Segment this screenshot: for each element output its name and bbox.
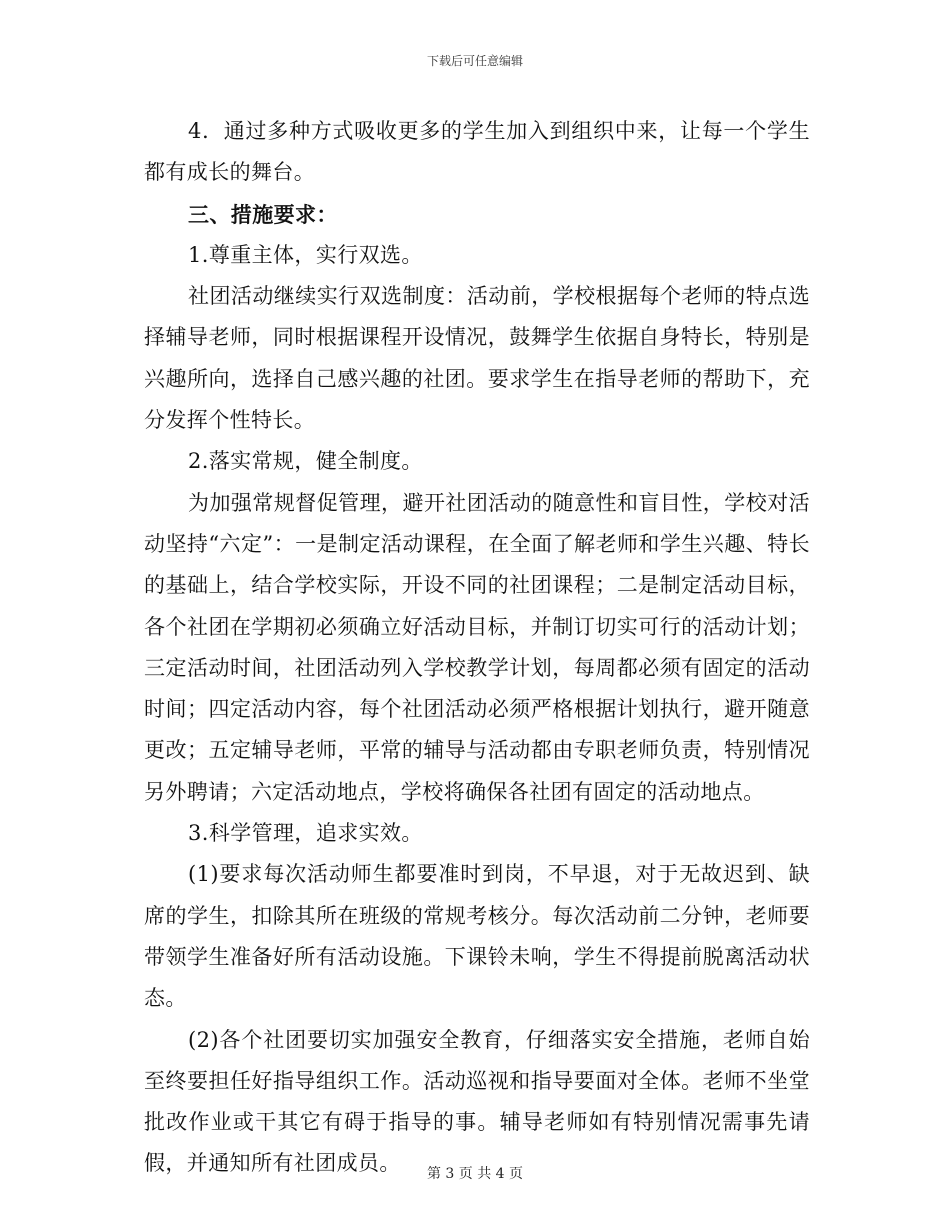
section-heading-measures: 三、措施要求： [188, 201, 338, 227]
paragraph-dual-selection: 社团活动继续实行双选制度：活动前，学校根据每个老师的特点选择辅导老师，同时根据课程开设情况，鼓舞学生依据自身特长，特别是兴趣所向，选择自己感兴趣的社团。要求学生在指导老师的帮助下，充分发挥个性特长。 [144, 284, 810, 433]
paragraph-six-fixed: 为加强常规督促管理，避开社团活动的随意性和盲目性，学校对活动坚持“六定”：一是制定活动课程，在全面了解老师和学生兴趣、特长的基础上，结合学校实际，开设不同的社团课程；二是制定活动目标，各个社团在学期初必须确立好活动目标，并制订切实可行的活动计划；三定活动时间，社团活动列入学校教学计划，每周都必须有固定的活动时间；四定活动内容，每个社团活动必须严格根据计划执行，避开随意更改；五定辅导老师，平常的辅导与活动都由专职老师负责，特别情况另外聘请；六定活动地点，学校将确保各社团有固定的活动地点。 [144, 490, 810, 804]
paragraph-item-2: (2)各个社团要切实加强安全教育，仔细落实安全措施，老师自始至终要担任好指导组织工作。活动巡视和指导要面对全体。老师不坐堂批改作业或干其它有碍于指导的事。辅导老师如有特别情况需事先请假，并通知所有社团成员。 [144, 1027, 810, 1176]
page-header: 下载后可任意编辑 [426, 54, 523, 68]
paragraph-goal-4: 4．通过多种方式吸收更多的学生加入到组织中来，让每一个学生都有成长的舞台。 [144, 119, 810, 185]
page-footer: 第 3 页 共 4 页 [426, 1166, 524, 1182]
paragraph-item-1: (1)要求每次活动师生都要准时到岗，不早退，对于无故迟到、缺席的学生，扣除其所在班级的常规考核分。每次活动前二分钟，老师要带领学生准备好所有活动设施。下课铃未响，学生不得提前脱离活动状态。 [144, 862, 810, 1011]
subheading-respect-subject: 1.尊重主体，实行双选。 [188, 242, 423, 267]
subheading-routine-system: 2.落实常规，健全制度。 [188, 449, 423, 474]
subheading-scientific-management: 3.科学管理，追求实效。 [188, 821, 423, 846]
document-body [144, 111, 810, 1185]
